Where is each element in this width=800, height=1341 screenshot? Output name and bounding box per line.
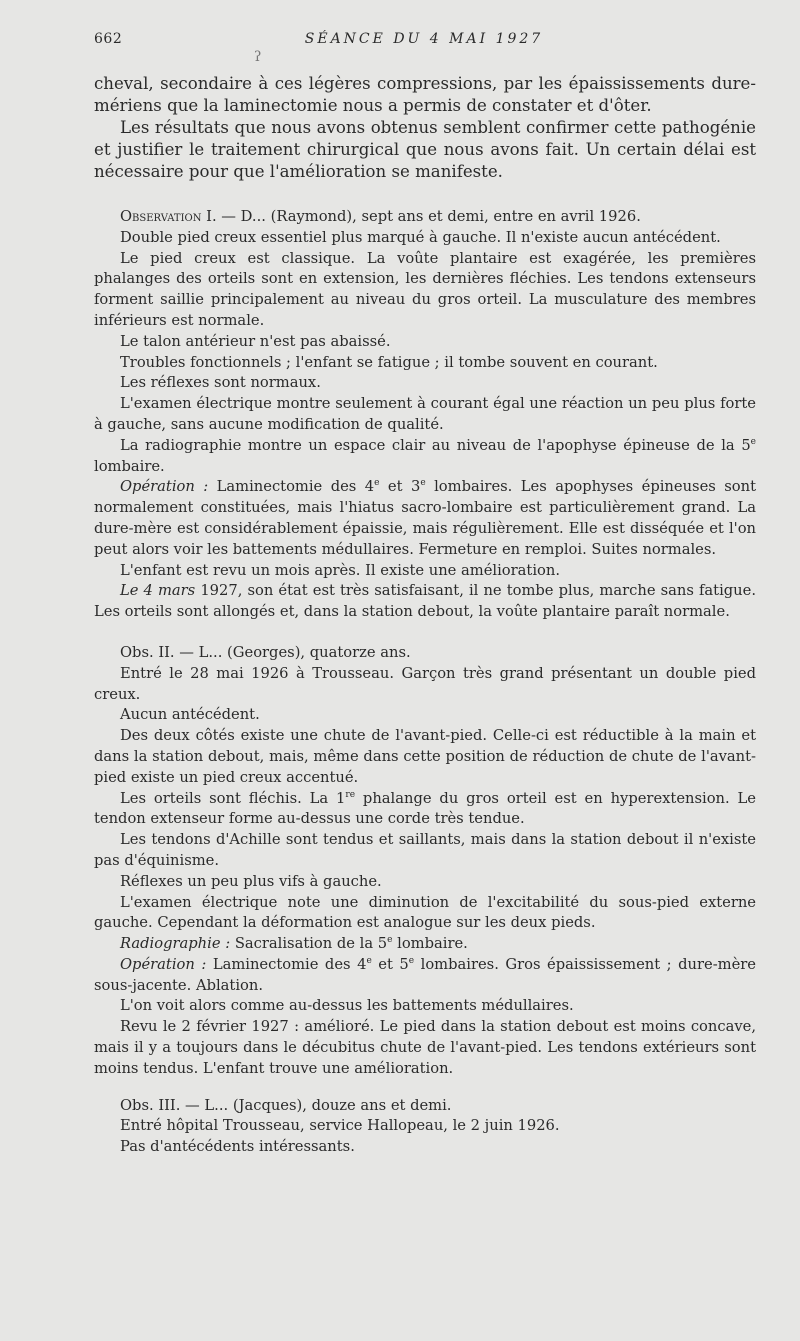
obs2-paragraph: Aucun antécédent. [120,706,260,724]
text-run: 1927, son état est très satisfaisant, il ne tombe plus, marche sans fatigue. Les orteils sont allongés et, dans la station debout, la voûte plantaire paraît normale. [94,582,757,621]
obs1-paragraph: Troubles fonctionnels ; l'enfant se fatigue ; il tombe souvent en courant. [120,353,658,371]
obs3-heading: Obs. III. — L... (Jacques), douze ans et demi. [120,1096,452,1114]
obs1-paragraph: Double pied creux essentiel plus marqué à gauche. Il n'existe aucun antécédent. [120,228,721,246]
obs1-paragraph: L'examen électrique montre seulement à courant égal une réaction un peu plus forte à gauche, sans aucune modification de qualité. [94,395,756,433]
obs3-paragraph: Pas d'antécédents intéressants. [120,1138,355,1156]
running-header [94,31,754,51]
obs1-paragraph: L'enfant est revu un mois après. Il existe une amélioration. [120,561,560,579]
superscript: e [408,956,415,966]
obs2-paragraph: L'on voit alors comme au-dessus les battements médullaires. [120,997,574,1015]
obs2-radiography [94,934,756,955]
obs2-toes [94,789,756,831]
text-run: lombaire. [392,935,468,953]
obs2-paragraph: Réflexes un peu plus vifs à gauche. [120,872,382,890]
intro-paragraph-1: cheval, secondaire à ces légères compressions, par les épaississements dure-mériens que la laminectomie nous a permis de constater et d'ôter. [94,74,756,115]
text-run: phalange du gros orteil est en hyperextension. Le tendon extenseur forme au-dessus une corde très tendue. [94,789,756,828]
obs3-paragraph: Entré hôpital Trousseau, service Hallopeau, le 2 juin 1926. [120,1117,560,1135]
obs1-followup [94,581,756,623]
obs2-operation [94,955,756,997]
text-run: Sacralisation de la 5 [230,935,388,953]
text-run: et 3 [379,478,421,496]
text-run: lombaires. Les apophyses épineuses sont normalement constituées, mais l'hiatus sacro-lombaire est particulièrement grand. La dure-mère est considérablement épaissie, mais régulièrement. Elle est disséquée et l'on peut alors voir les battements médullaires. Fermeture en remploi. Suites normales. [94,478,756,558]
obs2-paragraph: L'examen électrique note une diminution de l'excitabilité du sous-pied externe gauche. Cependant la déformation est analogue sur les deux pieds. [94,893,756,932]
radiography-label: Radiographie : [120,935,231,953]
text-run: Les orteils sont fléchis. La 1 [120,789,346,807]
obs2-heading: Obs. II. — L... (Georges), quatorze ans. [120,643,411,661]
section-gap [94,1080,756,1096]
body-text [94,73,756,1158]
operation-label: Opération : [120,478,209,496]
superscript: e [750,436,756,447]
obs1-heading [94,207,756,228]
text-run: Laminectomie des 4 [208,478,375,496]
superscript: e [387,935,393,946]
operation-label: Opération : [120,955,207,973]
text-run: lombaires. Gros épaississement ; dure-mère sous-jacente. Ablation. [94,955,756,994]
obs1-paragraph: Les réflexes sont normaux. [120,374,321,392]
text-run: La radiographie montre un espace clair au niveau de l'apophyse épineuse de la 5 [120,436,751,454]
obs1-paragraph: Le pied creux est classique. La voûte plantaire est exagérée, les premières phalanges des orteils sont en extension, les dernières fléchies. Les tendons extenseurs forment saillie principalement au niveau du gros orteil. La musculature des membres inférieurs est normale. [94,249,756,329]
obs1-radiography [94,436,756,478]
stray-mark: ʔ [254,49,262,65]
obs1-operation [94,477,756,560]
superscript: re [345,789,356,800]
superscript: e [374,478,380,489]
section-gap [94,183,756,207]
obs1-paragraph: Le talon antérieur n'est pas abaissé. [120,332,391,350]
text-run: Laminectomie des 4 [206,955,367,973]
superscript: e [420,478,426,489]
obs1-heading-text: — D... (Raymond), sept ans et demi, entre en avril 1926. [216,208,641,225]
intro-paragraph-2: Les résultats que nous avons obtenus semblent confirmer cette pathogénie et justifier le traitement chirurgical que nous avons fait. Un certain délai est nécessaire pour que l'amélioration se manifeste. [94,118,756,181]
obs1-label: Observation I. [120,208,217,225]
date-label: Le 4 mars [120,582,196,600]
superscript: e [366,956,372,966]
obs2-paragraph: Revu le 2 février 1927 : amélioré. Le pied dans la station debout est moins concave, mais il y a toujours dans le décubitus chute de l'avant-pied. Les tendons extérieurs sont moins tendus. L'enfant trouve une amélioration. [94,1018,756,1077]
running-title: SÉANCE DU 4 MAI 1927 [304,31,544,47]
text-run: lombaire. [94,457,165,475]
text-run: et 5 [371,955,409,973]
obs2-paragraph: Entré le 28 mai 1926 à Trousseau. Garçon très grand présentant un double pied creux. [94,664,756,703]
obs2-paragraph: Les tendons d'Achille sont tendus et saillants, mais dans la station debout il n'existe pas d'équinisme. [94,831,756,869]
obs2-paragraph: Des deux côtés existe une chute de l'avant-pied. Celle-ci est réductible à la main et dans la station debout, mais, même dans cette position de réduction de chute de l'avant-pied existe un pied creux accentué. [94,727,756,786]
section-gap [94,623,756,643]
page-number: 662 [94,31,123,47]
